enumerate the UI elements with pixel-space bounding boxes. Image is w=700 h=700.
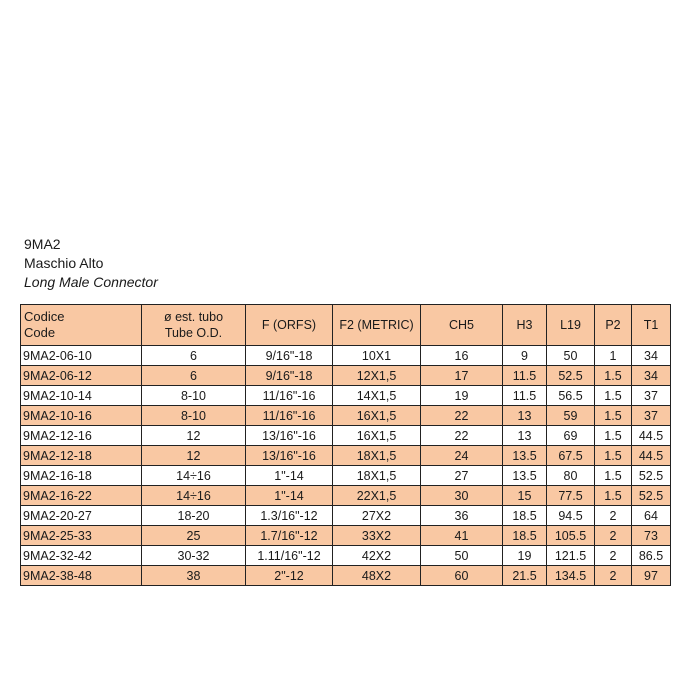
table-header-row: [21, 305, 671, 346]
product-heading: [24, 235, 158, 292]
cell-f-orfs: 1"-14: [246, 486, 333, 506]
cell-f2-metric: 12X1,5: [333, 366, 421, 386]
cell-tube-od: 18-20: [142, 506, 246, 526]
table-row: [21, 506, 671, 526]
cell-f2-metric: 27X2: [333, 506, 421, 526]
cell-l19: 134.5: [547, 566, 595, 586]
cell-l19: 50: [547, 346, 595, 366]
header-p2: P2: [595, 305, 632, 346]
cell-t1: 52.5: [632, 466, 671, 486]
cell-h3: 21.5: [503, 566, 547, 586]
table-row: [21, 486, 671, 506]
cell-p2: 2: [595, 506, 632, 526]
header-t1: T1: [632, 305, 671, 346]
cell-tube-od: 25: [142, 526, 246, 546]
cell-t1: 64: [632, 506, 671, 526]
table-row: [21, 406, 671, 426]
cell-code: 9MA2-06-10: [21, 346, 142, 366]
cell-f2-metric: 48X2: [333, 566, 421, 586]
cell-f2-metric: 16X1,5: [333, 406, 421, 426]
cell-t1: 37: [632, 406, 671, 426]
cell-code: 9MA2-06-12: [21, 366, 142, 386]
cell-t1: 37: [632, 386, 671, 406]
cell-p2: 1.5: [595, 466, 632, 486]
cell-l19: 67.5: [547, 446, 595, 466]
cell-tube-od: 12: [142, 446, 246, 466]
header-tube-od: [142, 305, 246, 346]
cell-code: 9MA2-16-18: [21, 466, 142, 486]
table-row: [21, 366, 671, 386]
cell-ch5: 22: [421, 406, 503, 426]
table-row: [21, 466, 671, 486]
header-code: [21, 305, 142, 346]
cell-h3: 18.5: [503, 506, 547, 526]
cell-ch5: 16: [421, 346, 503, 366]
cell-p2: 2: [595, 526, 632, 546]
cell-f2-metric: 18X1,5: [333, 466, 421, 486]
cell-f-orfs: 13/16"-16: [246, 446, 333, 466]
cell-t1: 52.5: [632, 486, 671, 506]
cell-h3: 13: [503, 426, 547, 446]
cell-ch5: 19: [421, 386, 503, 406]
cell-code: 9MA2-32-42: [21, 546, 142, 566]
cell-h3: 11.5: [503, 386, 547, 406]
cell-f2-metric: 10X1: [333, 346, 421, 366]
cell-f2-metric: 16X1,5: [333, 426, 421, 446]
cell-l19: 59: [547, 406, 595, 426]
cell-ch5: 27: [421, 466, 503, 486]
cell-h3: 13: [503, 406, 547, 426]
cell-l19: 105.5: [547, 526, 595, 546]
product-code-title: 9MA2: [24, 236, 61, 252]
cell-f2-metric: 33X2: [333, 526, 421, 546]
table-row: [21, 566, 671, 586]
cell-ch5: 50: [421, 546, 503, 566]
cell-t1: 34: [632, 366, 671, 386]
cell-code: 9MA2-10-16: [21, 406, 142, 426]
cell-l19: 77.5: [547, 486, 595, 506]
cell-h3: 18.5: [503, 526, 547, 546]
cell-tube-od: 38: [142, 566, 246, 586]
header-code-english: Code: [24, 325, 56, 340]
cell-l19: 121.5: [547, 546, 595, 566]
cell-ch5: 17: [421, 366, 503, 386]
cell-tube-od: 14÷16: [142, 466, 246, 486]
cell-h3: 15: [503, 486, 547, 506]
cell-ch5: 24: [421, 446, 503, 466]
cell-f-orfs: 13/16"-16: [246, 426, 333, 446]
cell-h3: 9: [503, 346, 547, 366]
cell-f-orfs: 11/16"-16: [246, 406, 333, 426]
cell-ch5: 22: [421, 426, 503, 446]
product-name-english: Long Male Connector: [24, 274, 158, 290]
table-row: [21, 386, 671, 406]
cell-code: 9MA2-16-22: [21, 486, 142, 506]
cell-p2: 2: [595, 546, 632, 566]
cell-code: 9MA2-12-16: [21, 426, 142, 446]
cell-f2-metric: 14X1,5: [333, 386, 421, 406]
cell-tube-od: 6: [142, 366, 246, 386]
cell-p2: 2: [595, 566, 632, 586]
cell-code: 9MA2-25-33: [21, 526, 142, 546]
cell-l19: 56.5: [547, 386, 595, 406]
cell-f-orfs: 9/16"-18: [246, 346, 333, 366]
cell-h3: 13.5: [503, 466, 547, 486]
cell-t1: 44.5: [632, 446, 671, 466]
cell-code: 9MA2-12-18: [21, 446, 142, 466]
cell-f-orfs: 1.11/16"-12: [246, 546, 333, 566]
cell-p2: 1.5: [595, 446, 632, 466]
cell-t1: 73: [632, 526, 671, 546]
cell-t1: 44.5: [632, 426, 671, 446]
cell-f-orfs: 2"-12: [246, 566, 333, 586]
cell-f2-metric: 18X1,5: [333, 446, 421, 466]
header-h3: H3: [503, 305, 547, 346]
header-f2-metric: F2 (METRIC): [333, 305, 421, 346]
cell-f2-metric: 42X2: [333, 546, 421, 566]
cell-tube-od: 6: [142, 346, 246, 366]
table-row: [21, 426, 671, 446]
cell-code: 9MA2-20-27: [21, 506, 142, 526]
cell-f2-metric: 22X1,5: [333, 486, 421, 506]
cell-ch5: 41: [421, 526, 503, 546]
cell-f-orfs: 1.3/16"-12: [246, 506, 333, 526]
header-code-italian: Codice: [24, 309, 65, 324]
cell-tube-od: 12: [142, 426, 246, 446]
cell-f-orfs: 1"-14: [246, 466, 333, 486]
cell-p2: 1.5: [595, 366, 632, 386]
cell-ch5: 60: [421, 566, 503, 586]
cell-p2: 1: [595, 346, 632, 366]
cell-h3: 11.5: [503, 366, 547, 386]
cell-code: 9MA2-38-48: [21, 566, 142, 586]
cell-h3: 19: [503, 546, 547, 566]
table-body: [21, 346, 671, 586]
header-ch5: CH5: [421, 305, 503, 346]
cell-l19: 52.5: [547, 366, 595, 386]
cell-t1: 97: [632, 566, 671, 586]
header-tube-od-italian: ø est. tubo: [163, 310, 224, 324]
cell-tube-od: 8-10: [142, 406, 246, 426]
cell-code: 9MA2-10-14: [21, 386, 142, 406]
cell-h3: 13.5: [503, 446, 547, 466]
cell-t1: 86.5: [632, 546, 671, 566]
cell-t1: 34: [632, 346, 671, 366]
header-tube-od-english: Tube O.D.: [164, 326, 223, 340]
cell-l19: 94.5: [547, 506, 595, 526]
cell-tube-od: 14÷16: [142, 486, 246, 506]
table-row: [21, 346, 671, 366]
cell-ch5: 36: [421, 506, 503, 526]
header-f-orfs: F (ORFS): [246, 305, 333, 346]
table-row: [21, 446, 671, 466]
cell-f-orfs: 9/16"-18: [246, 366, 333, 386]
cell-f-orfs: 11/16"-16: [246, 386, 333, 406]
table-row: [21, 546, 671, 566]
cell-p2: 1.5: [595, 386, 632, 406]
product-name-italian: Maschio Alto: [24, 255, 104, 271]
table-row: [21, 526, 671, 546]
spec-table: [20, 304, 671, 586]
cell-p2: 1.5: [595, 486, 632, 506]
cell-p2: 1.5: [595, 426, 632, 446]
header-l19: L19: [547, 305, 595, 346]
cell-ch5: 30: [421, 486, 503, 506]
cell-l19: 80: [547, 466, 595, 486]
cell-tube-od: 30-32: [142, 546, 246, 566]
cell-f-orfs: 1.7/16"-12: [246, 526, 333, 546]
cell-p2: 1.5: [595, 406, 632, 426]
cell-tube-od: 8-10: [142, 386, 246, 406]
cell-l19: 69: [547, 426, 595, 446]
